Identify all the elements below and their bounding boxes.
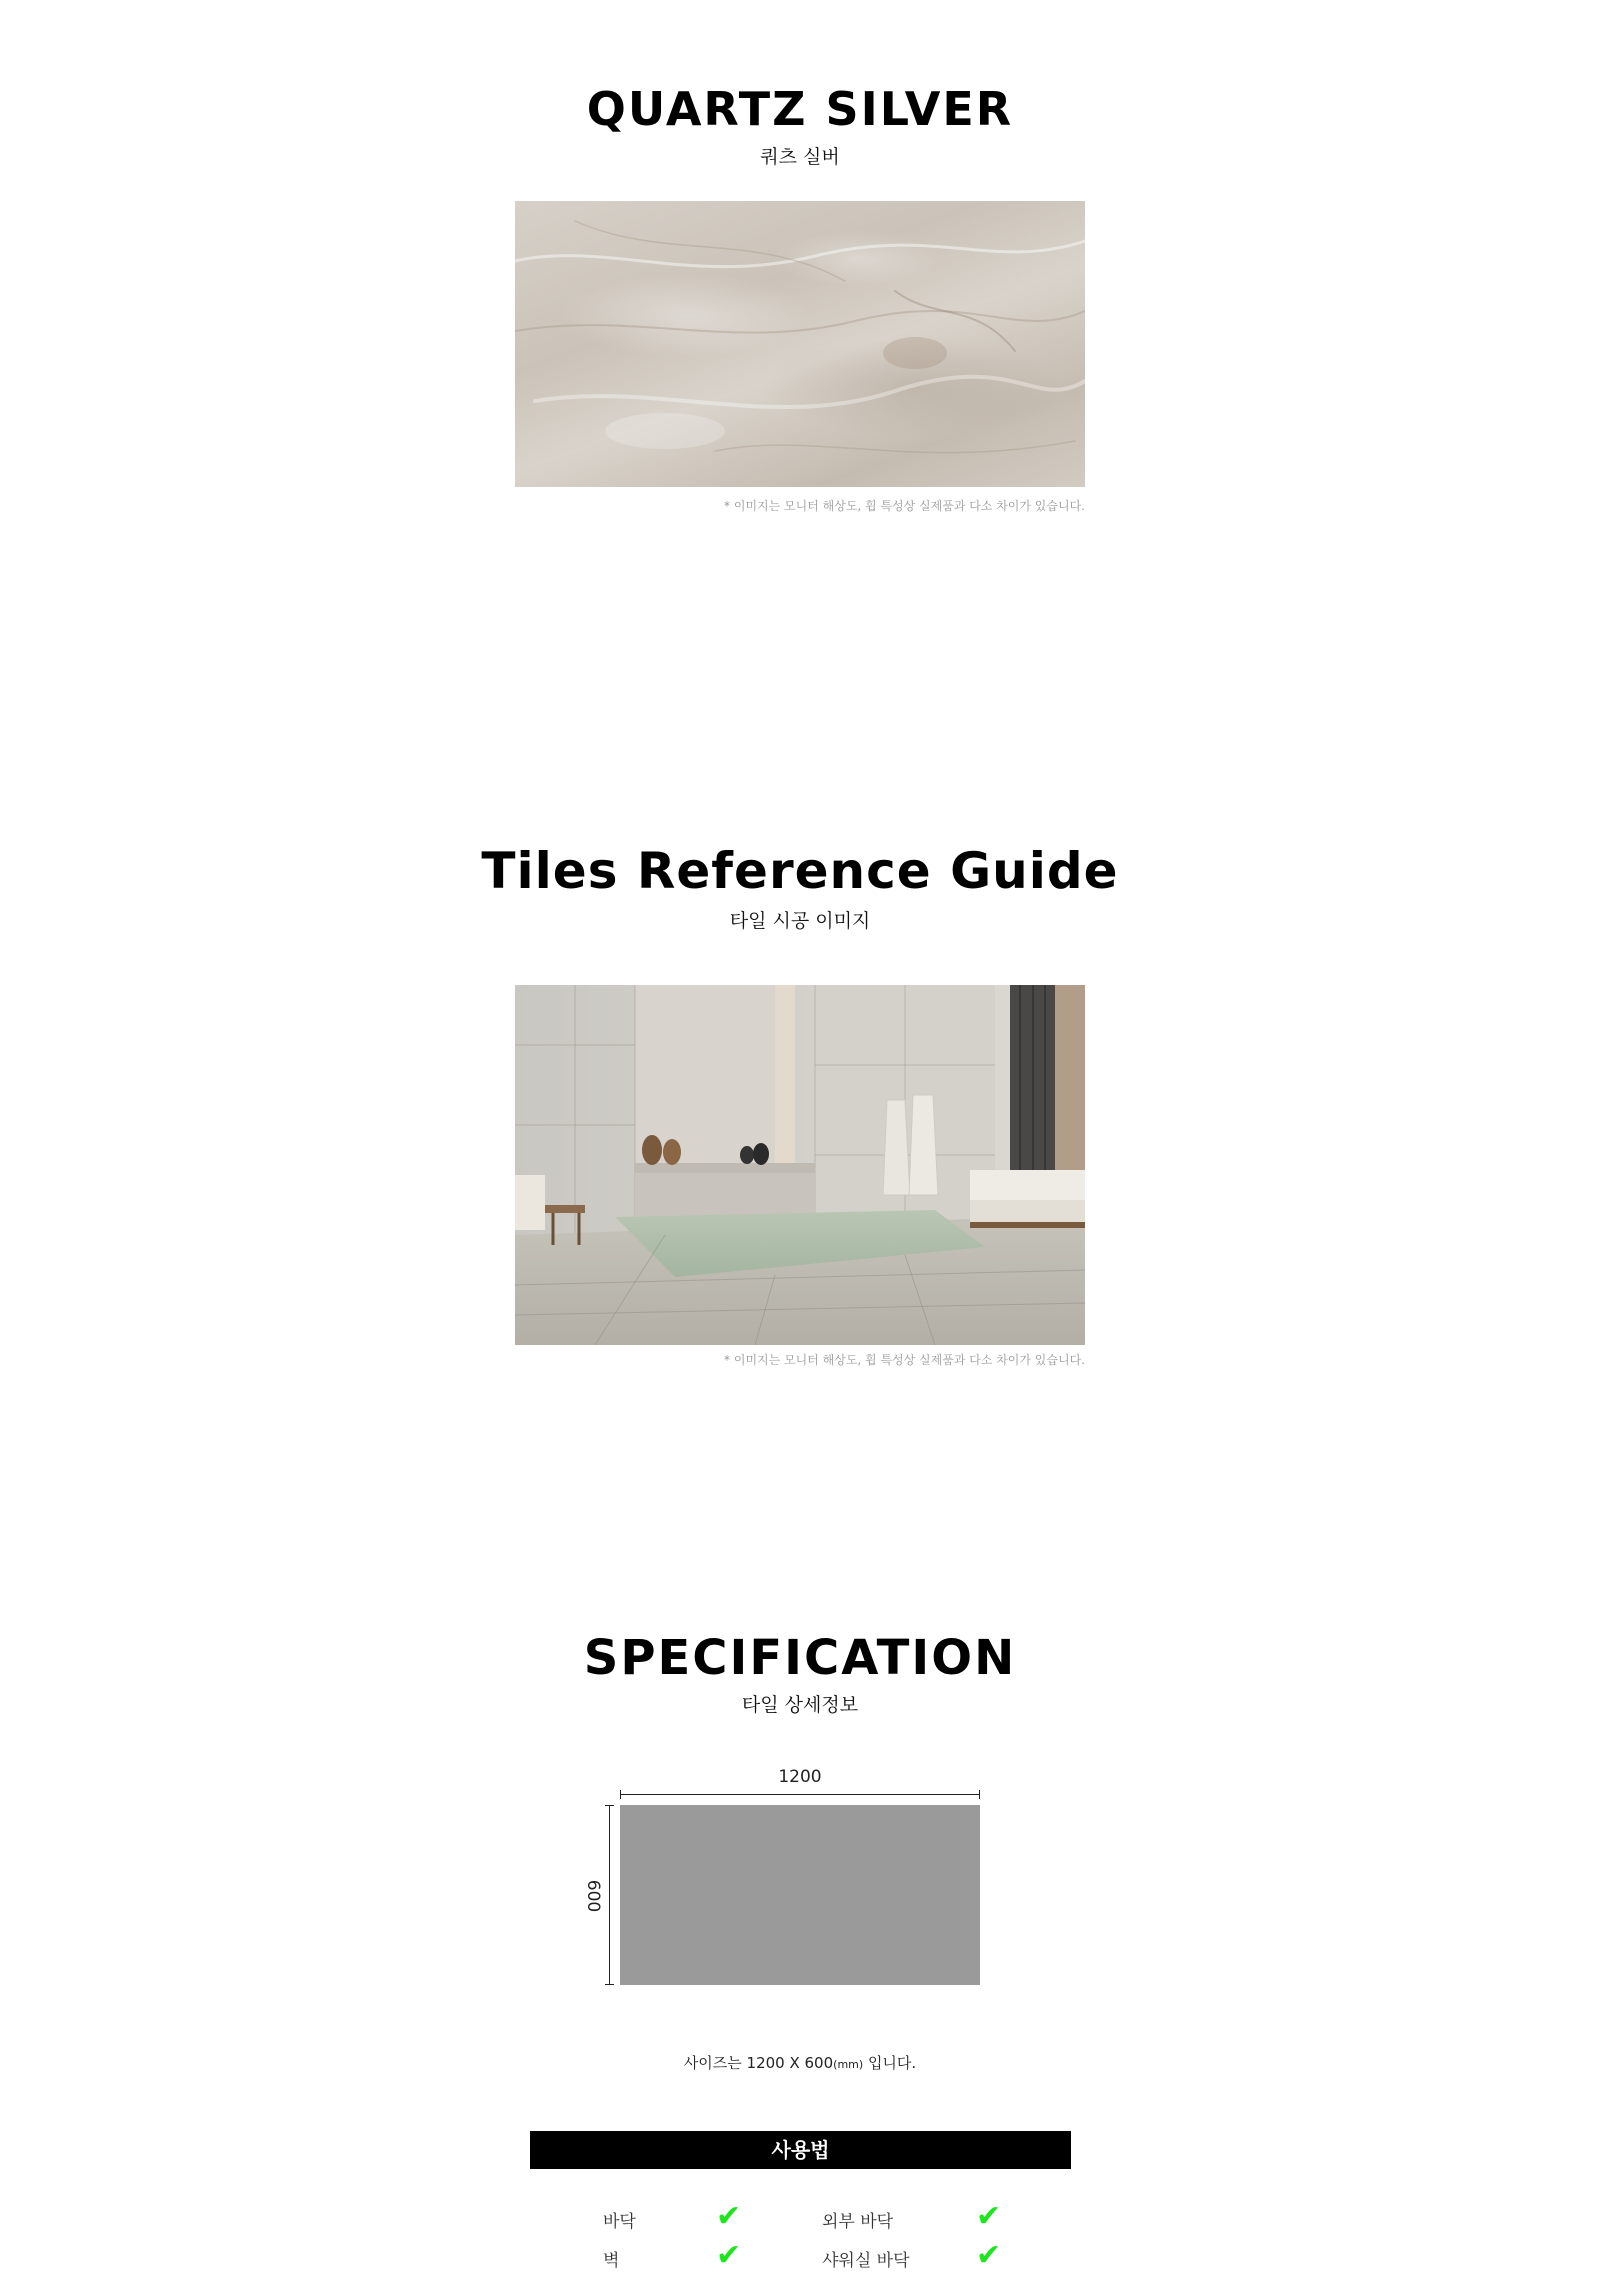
width-dimension-cap-right (979, 1790, 980, 1799)
height-dimension-cap-bottom (605, 1984, 614, 1985)
check-icon: ✔ (976, 2199, 1002, 2234)
usage-label-shower-floor: 샤워실 바닥 (822, 2251, 910, 2271)
usage-label-floor: 바닥 (603, 2212, 636, 2232)
spec-subtitle: 타일 상세정보 (741, 1694, 859, 1716)
tile-texture-image (515, 201, 1085, 487)
check-icon: ✔ (716, 2199, 742, 2234)
size-description-suffix: 입니다. (863, 2054, 917, 2072)
height-dimension-label: 600 (583, 1879, 603, 1913)
reference-title: Tiles Reference Guide (481, 842, 1119, 900)
height-dimension-cap-top (605, 1805, 614, 1806)
usage-label-outdoor-floor: 외부 바닥 (822, 2212, 894, 2232)
width-dimension-label: 1200 (778, 1767, 822, 1787)
interior-reference-image (515, 985, 1085, 1345)
check-icon: ✔ (976, 2238, 1002, 2273)
product-title: QUARTZ SILVER (586, 82, 1014, 136)
tile-size-swatch (620, 1805, 980, 1985)
reference-subtitle: 타일 시공 이미지 (729, 910, 871, 932)
image-disclaimer: * 이미지는 모니터 해상도, 휩 특성상 실제품과 다소 차이가 있습니다. (724, 499, 1085, 513)
size-description (0, 2052, 1600, 2073)
usage-header: 사용법 (530, 2131, 1071, 2169)
width-dimension-cap-left (620, 1790, 621, 1799)
width-dimension-line (620, 1794, 980, 1795)
usage-label-wall: 벽 (603, 2251, 620, 2271)
product-subtitle: 쿼츠 실버 (760, 146, 840, 168)
size-unit: (mm) (833, 2058, 864, 2071)
image-disclaimer-2: * 이미지는 모니터 해상도, 휩 특성상 실제품과 다소 차이가 있습니다. (724, 1353, 1085, 1367)
check-icon: ✔ (716, 2238, 742, 2273)
height-dimension-line (609, 1805, 610, 1985)
spec-title: SPECIFICATION (583, 1630, 1017, 1686)
size-description-main: 사이즈는 1200 X 600 (683, 2054, 834, 2072)
